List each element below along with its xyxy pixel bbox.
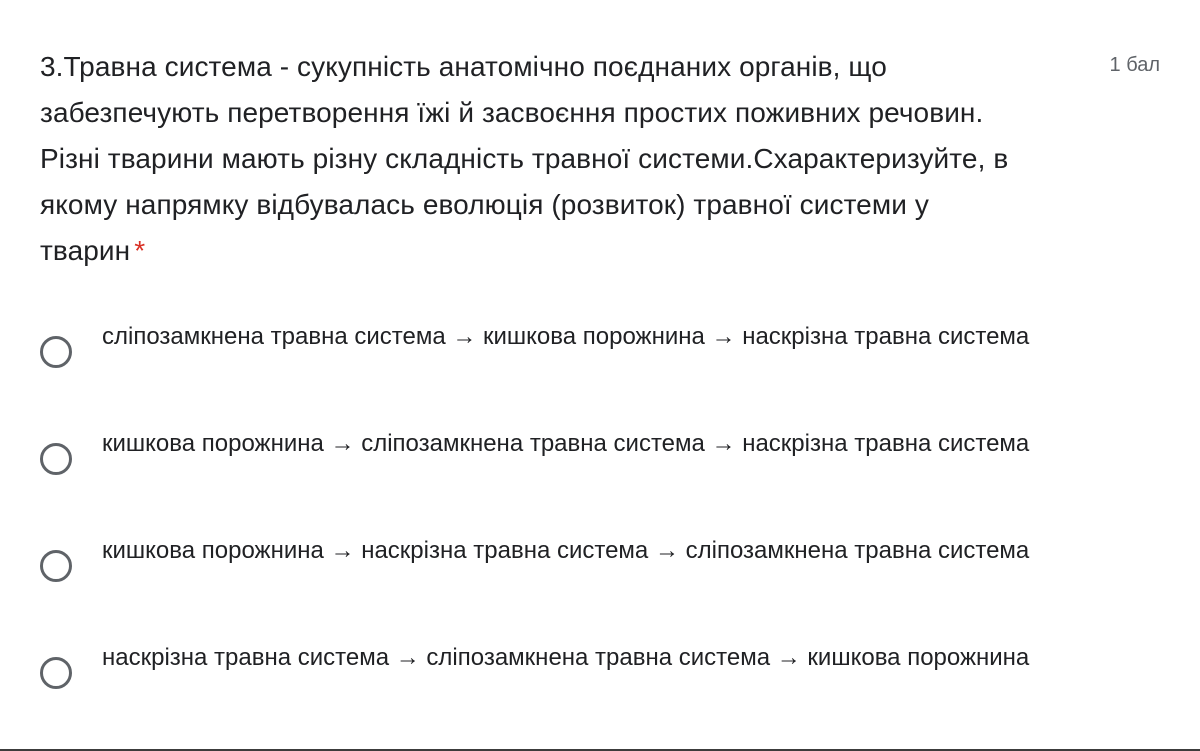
radio-button-icon[interactable] [40, 550, 72, 582]
option-label[interactable]: кишкова порожнина → сліпозамкнена травна система → наскрізна травна система [102, 430, 1030, 457]
option-label[interactable]: кишкова порожнина → наскрізна травна система → сліпозамкнена травна система [102, 537, 1030, 564]
question-title [40, 44, 1030, 274]
radio-button-icon[interactable] [40, 657, 72, 689]
radio-option-1[interactable] [40, 318, 1160, 425]
radio-option-3[interactable] [40, 532, 1160, 639]
option-label[interactable]: сліпозамкнена травна система → кишкова порожнина → наскрізна травна система [102, 323, 1030, 350]
radio-button-icon[interactable] [40, 336, 72, 368]
points-label: 1 бал [1109, 54, 1160, 76]
required-marker: * [134, 235, 146, 266]
question-header [40, 44, 1160, 274]
radio-option-2[interactable] [40, 425, 1160, 532]
option-label[interactable]: наскрізна травна система → сліпозамкнена травна система → кишкова порожнина [102, 644, 1030, 671]
radio-option-4[interactable] [40, 639, 1160, 746]
radio-button-icon[interactable] [40, 443, 72, 475]
radio-options-group [40, 318, 1160, 746]
question-text: 3.Травна система - сукупність анатомічно поєднаних органів, що забезпечують перетворення їжі й засвоєння простих поживних речовин. Різні тварини мають різну складність травної системи.Схарактеризуйте, в якому напрямку відбувалась еволюція (розвиток) травної системи у тварин [40, 51, 1009, 266]
